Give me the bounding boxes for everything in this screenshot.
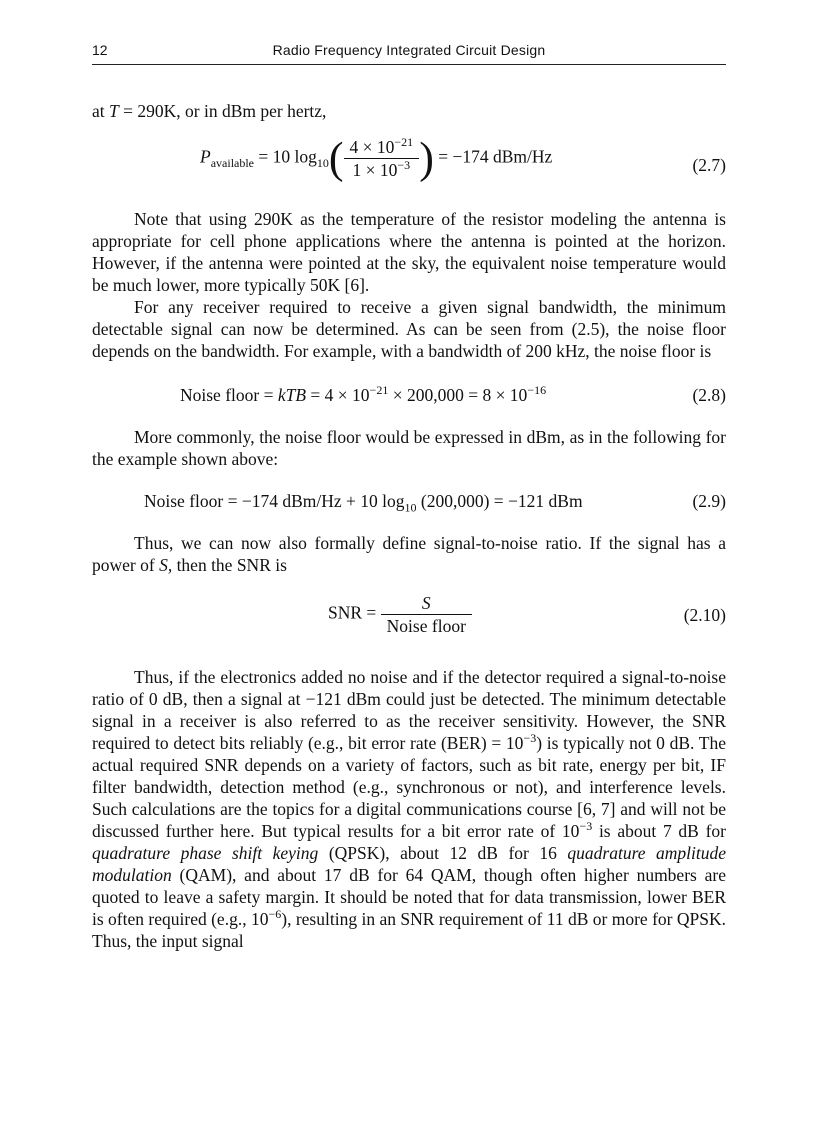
page-body [92,100,726,952]
paragraph-dbm: More commonly, the noise floor would be expressed in dBm, as in the following for the example shown above: [92,427,726,469]
paragraph-intro: at T = 290K, or in dBm per hertz, [92,101,327,121]
equation-2-8: Noise floor = kTB = $4 \times 10^{-21} \times 200,000 = 8 \times 10^{-16}$ (2.8) [180,383,726,405]
equation-number: (2.7) [692,155,726,175]
paragraph-antenna: Note that using 290K as the temperature of the resistor modeling the antenna is appropriate for cell phone applications where the antenna is pointed at the horizon. However, if the antenna were pointed at the sky, the equivalent noise temperature would be much lower, more typically 50K [6]. [92,209,726,295]
equation-number: (2.10) [683,605,726,625]
equation-2-10: SNR = $\frac{S}{\text{Noise floor}}$ (2.10) [328,593,726,636]
equation-2-9: Noise floor = −174 dBm/Hz + 10 $\log_{10} (200,000) = -121$ dBm (2.9) [144,491,726,515]
equation-fraction: $\frac{S}{\text{Noise floor}}$ [381,592,472,637]
running-title: Radio Frequency Integrated Circuit Design [272,42,546,58]
equation-number: (2.8) [692,385,726,405]
page-number: 12 [92,42,108,58]
paragraph-sensitivity: Thus, if the electronics added no noise and if the detector required a signal-to-noise ratio of 0 dB, then a signal at −121 dBm could just be detected. The minimum detectable signal in a receiver is also referred to as the receiver sensitivity. However, the SNR required to detect bits reliably (e.g., bit error rate $(BER) = 10^{-3}$) is typically not 0 dB. The actual required SNR depends on a variety of factors, such as bit rate, energy per bit, IF filter bandwidth, detection method (e.g., synchronous or not), and interference levels. Such calculations are the topics for a digital communications course [6, 7] and will not be discussed further here. But typical results for a bit error rate of $10^{-3}$ is about 7 dB for quadrature phase shift keying (QPSK), about 12 dB for 16 quadrature amplitude modulation (QAM), and about 17 dB for 64 QAM, though often higher numbers are quoted to leave a safety margin. It should be noted that for data transmission, lower BER is often required (e.g., $10^{-6}$), resulting in an SNR requirement of 11 dB or more for QPSK. Thus, the input signal [92,667,726,951]
equation-fraction: $\frac{4 \times 10^{-21}}{1 \times 10^{-3}}$ [344,136,420,181]
running-header [92,40,726,64]
paragraph-snr: Thus, we can now also formally define signal-to-noise ratio. If the signal has a power of S, then the SNR is [92,533,726,575]
paragraph-receiver: For any receiver required to receive a given signal bandwidth, the minimum detectable signal can now be determined. As can be seen from (2.5), the noise floor depends on the bandwidth. For example, with a bandwidth of 200 kHz, the noise floor is [92,297,726,361]
equation-2-7: $P_{available} = 10$ $\log_{10}$( $\frac{4 \times 10^{-21}}{1 \times 10^{-3}}$ ) = −174 dBm/Hz (2.7) [200,133,726,183]
header-rule [92,64,726,65]
equation-number: (2.9) [692,491,726,511]
